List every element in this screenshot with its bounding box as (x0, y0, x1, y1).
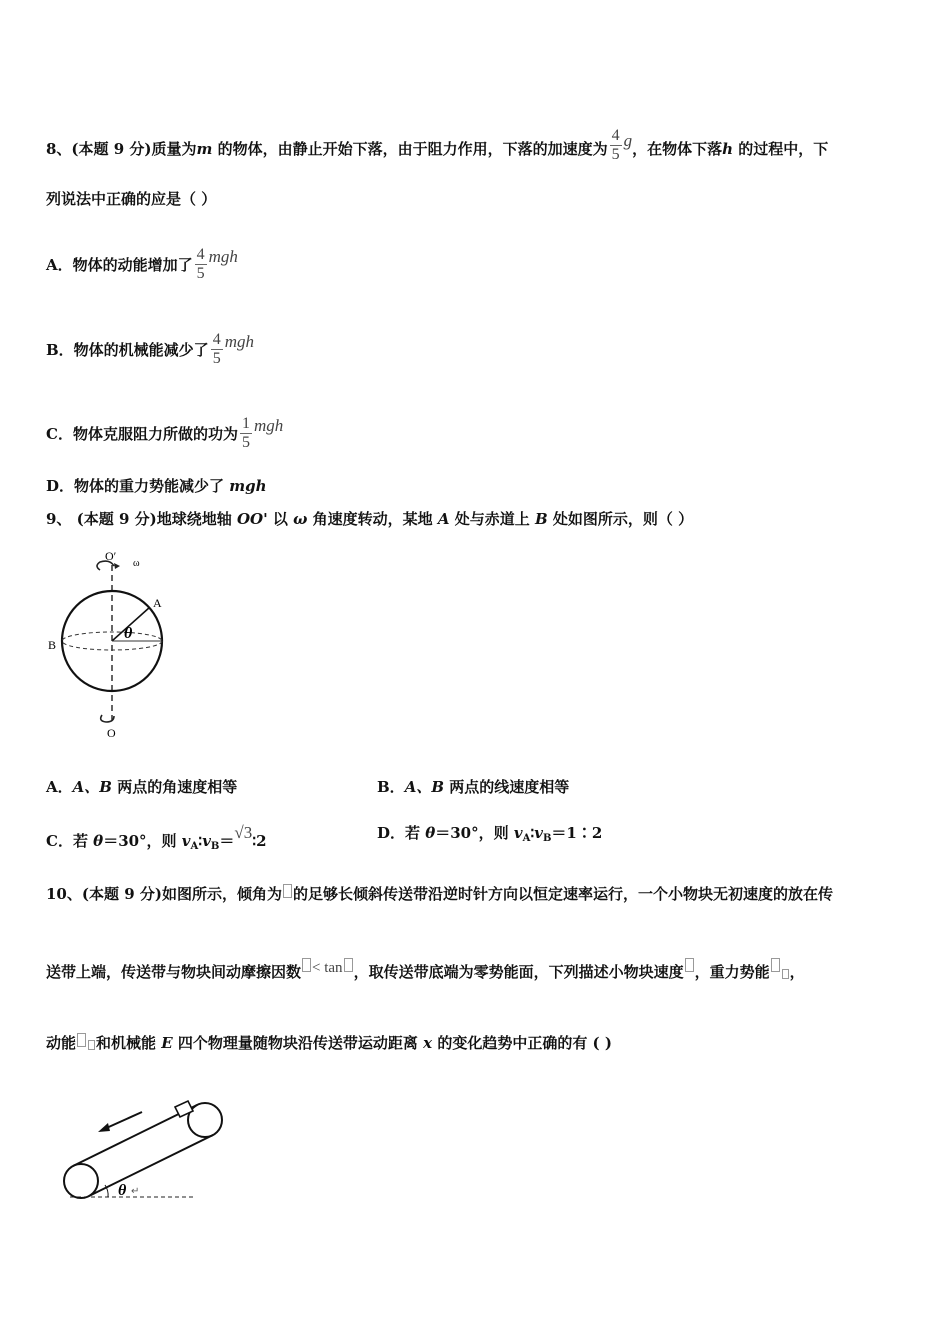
q8-stem-line1 (46, 127, 828, 164)
q8-option-a (46, 246, 238, 283)
tan-expression: < tan (312, 960, 343, 976)
option-fraction (240, 415, 252, 452)
theta-symbol: θ (93, 832, 104, 850)
earth-diagram (40, 545, 190, 745)
option-text: 两点的线速度相等 (444, 778, 570, 796)
q10-stem-line2 (46, 958, 805, 982)
option-text: ＝30°，则 (435, 824, 514, 842)
var-v: v (181, 832, 191, 850)
label-theta: θ (118, 1182, 127, 1199)
q9-option-d (377, 823, 602, 849)
var-mgh: mgh (208, 247, 238, 266)
label-theta: θ (124, 625, 133, 642)
fraction-numerator: 4 (212, 331, 221, 348)
label-b: B (48, 638, 57, 652)
option-text: ∶2 (252, 832, 267, 850)
label-a: A (153, 596, 162, 610)
label-o-prime: O′ (105, 549, 117, 563)
var-h: h (722, 140, 734, 158)
conveyor-diagram (50, 1085, 240, 1215)
point-b: B (535, 510, 548, 528)
q10-stem-part: ，重力势能 (694, 963, 770, 981)
belt-bottom (89, 1135, 213, 1196)
var-e: E (161, 1034, 173, 1052)
var-mgh: mgh (229, 477, 267, 495)
fraction-denominator: 5 (196, 265, 205, 282)
q9-option-c (46, 823, 267, 857)
option-label: C．若 (46, 832, 94, 850)
q10-stem-part: 四个物理量随物块沿传送带运动距离 (172, 1034, 424, 1052)
q8-option-c (46, 415, 283, 452)
points-ab: A、B (404, 778, 445, 796)
q10-stem-part: 送带上端，传送带与物块间动摩擦因数 (46, 963, 302, 981)
missing-symbol-box (344, 958, 353, 972)
option-fraction (211, 331, 223, 368)
q10-stem-part: 的变化趋势中正确的有 ( ) (432, 1034, 612, 1052)
option-label: D．物体的重力势能减少了 (46, 477, 230, 495)
q10-stem-line1 (46, 884, 833, 904)
option-label: B．物体的机械能减少了 (46, 341, 209, 359)
top-pulley (188, 1103, 222, 1137)
subscript-a: A (522, 833, 531, 844)
missing-symbol-box (302, 958, 311, 972)
var-v: v (513, 824, 523, 842)
subscript-a: A (190, 841, 199, 852)
fraction-numerator: 4 (196, 246, 205, 263)
fraction-numerator: 4 (611, 127, 620, 144)
option-label: D．若 (377, 824, 426, 842)
var-g: g (623, 131, 633, 150)
arrowhead-top-icon (114, 563, 120, 569)
var-mgh: mgh (224, 332, 254, 351)
q9-stem (46, 509, 693, 529)
ratio-colon: ∶ (530, 824, 535, 842)
sqrt-three: √3 (234, 823, 253, 842)
var-m: m (196, 140, 213, 158)
missing-symbol-box (771, 958, 780, 972)
points-ab: A、B (72, 778, 112, 796)
q9-stem-part: 角速度转动，某地 (307, 510, 438, 528)
var-v: v (202, 832, 211, 850)
q9-stem-part: 以 (267, 510, 294, 528)
fraction-denominator: 5 (611, 146, 620, 163)
accel-fraction (610, 127, 622, 164)
subscript-b: B (210, 841, 220, 852)
option-fraction (195, 246, 207, 283)
label-omega: ω (133, 558, 140, 569)
var-mgh: mgh (253, 416, 284, 435)
theta-symbol: θ (425, 824, 436, 842)
q9-option-b (377, 777, 569, 797)
var-x: x (423, 1034, 433, 1052)
missing-symbol-box (77, 1033, 86, 1047)
fraction-denominator: 5 (241, 434, 250, 451)
q8-stem-part: 的物体，由静止开始下落，由于阻力作用，下落的加速度为 (212, 140, 608, 158)
missing-symbol-box (685, 958, 694, 972)
q9-stem-part: 处如图所示，则（ ） (547, 510, 694, 528)
q10-stem-line3 (46, 1033, 612, 1053)
axis-label: OO' (236, 510, 268, 528)
q10-stem-part: ， (789, 963, 805, 981)
equals-sign: ＝ (219, 832, 235, 850)
fraction-denominator: 5 (212, 350, 221, 367)
q10-stem-part: 和机械能 (96, 1034, 162, 1052)
return-mark: ↵ (131, 1186, 140, 1197)
omega-symbol: ω (293, 510, 308, 528)
bottom-pulley (64, 1164, 98, 1198)
option-label: A．物体的动能增加了 (46, 256, 193, 274)
q8-stem-part: 的过程中，下 (733, 140, 829, 158)
option-label: B． (377, 778, 405, 796)
q8-option-b (46, 331, 254, 368)
q9-stem-part: 处与赤道上 (449, 510, 535, 528)
point-a: A (437, 510, 450, 528)
missing-symbol-box (88, 1040, 95, 1050)
q8-option-d (46, 476, 267, 496)
q8-stem-part: 8、(本题 9 分)质量为 (46, 140, 197, 158)
fraction-numerator: 1 (241, 415, 250, 432)
missing-symbol-box (782, 969, 789, 979)
q10-stem-part: 10、(本题 9 分)如图所示，倾角为 (46, 885, 282, 903)
ratio-colon: ∶ (198, 832, 203, 850)
q10-stem-part: 动能 (46, 1034, 77, 1052)
q10-stem-part: 的足够长倾斜传送带沿逆时针方向以恒定速率运行，一个小物块无初速度的放在传 (292, 885, 833, 903)
q8-stem-line2: 列说法中正确的应是（ ） (46, 190, 217, 208)
q10-stem-part: ，取传送带底端为零势能面，下列描述小物块速度 (353, 963, 684, 981)
option-label: C．物体克服阻力所做的功为 (46, 425, 238, 443)
option-text: 两点的角速度相等 (111, 778, 238, 796)
q9-option-a (46, 777, 237, 797)
option-text: ＝1∶2 (551, 824, 603, 842)
arrowhead-icon (98, 1123, 110, 1132)
label-o: O (107, 726, 116, 740)
q8-stem-part: ，在物体下落 (632, 140, 723, 158)
q9-stem-part: 9、 (本题 9 分)地球绕地轴 (46, 510, 237, 528)
missing-symbol-box (283, 884, 292, 898)
subscript-b: B (542, 833, 552, 844)
option-text: ＝30°，则 (103, 832, 182, 850)
option-label: A． (46, 778, 73, 796)
var-v: v (534, 824, 543, 842)
